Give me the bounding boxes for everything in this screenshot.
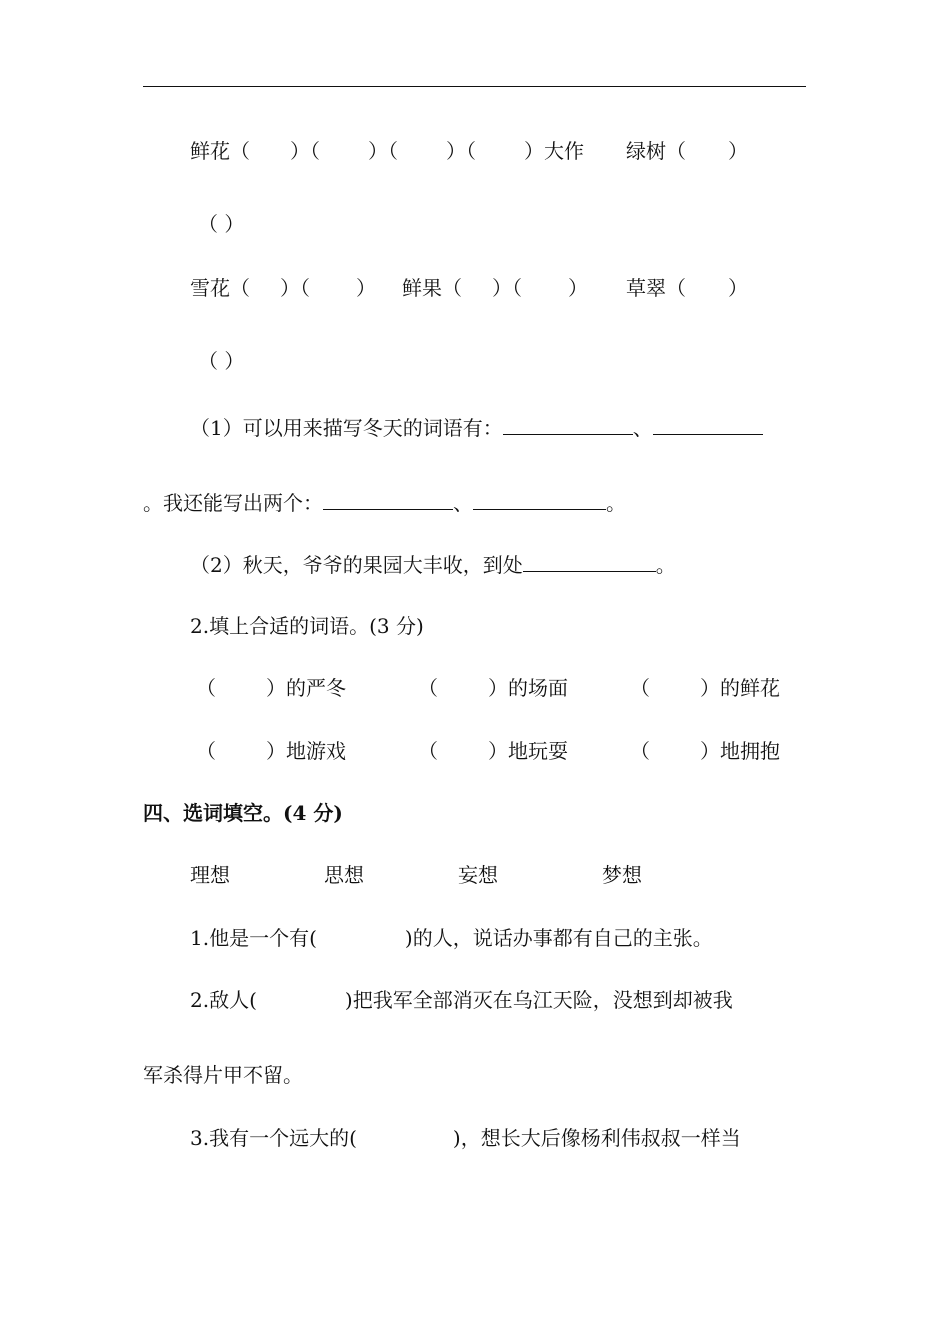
q1-line	[190, 414, 763, 440]
choice-3: 妄想	[458, 863, 498, 887]
row-b-paren-1: ）（	[280, 276, 310, 300]
q2-end: 。	[655, 553, 676, 577]
q1-blank-2[interactable]	[653, 414, 763, 435]
row-a-paren-2: ）（	[368, 139, 398, 163]
row-b-green: 草翠（	[626, 276, 686, 300]
q1-blank-3[interactable]	[323, 489, 453, 510]
row-b-paren-3: ）（	[492, 276, 522, 300]
q1-cont-start: 。我还能写出两个：	[143, 491, 323, 515]
sentence-1	[190, 926, 713, 950]
q1-sep: 、	[632, 416, 653, 440]
s2-r1-open-3: （	[630, 676, 650, 700]
row-b-paren-2: ）	[356, 276, 376, 300]
sentence-2-continuation: 军杀得片甲不留。	[143, 1063, 303, 1087]
choice-4: 梦想	[602, 863, 642, 887]
row-b-snow: 雪花（	[190, 276, 250, 300]
q2-line	[190, 551, 676, 577]
choice-2: 思想	[324, 863, 364, 887]
row-b-paren-5: ）	[728, 276, 748, 300]
row-a-paren-1: ）（	[290, 139, 320, 163]
section-2-title: 2.填上合适的词语。(3 分)	[190, 614, 424, 638]
row-b-fruit: 鲜果（	[402, 276, 462, 300]
q1-continuation	[143, 489, 626, 515]
q1-cont-end: 。	[606, 491, 626, 515]
choice-1: 理想	[190, 863, 230, 887]
q1-blank-4[interactable]	[473, 489, 606, 510]
s3-start: 3.我有一个远大的(	[190, 1126, 357, 1150]
s2-r1-open-1: （	[196, 676, 216, 700]
row-a-continuation: （ ）	[198, 212, 245, 236]
s1-start: 1.他是一个有(	[190, 926, 317, 950]
row-a-paren-5: ）	[728, 139, 748, 163]
s2-r2-open-3: （	[630, 739, 650, 763]
s1-end: )的人，说话办事都有自己的主张。	[404, 926, 713, 950]
s2-r2-open-2: （	[418, 739, 438, 763]
sentence-2	[190, 988, 733, 1012]
row-a-paren-4: ）大作	[524, 139, 584, 163]
section-4-title: 四、选词填空。(4 分)	[143, 801, 343, 825]
s2-r1-item-1: ）的严冬	[266, 676, 346, 700]
q2-blank[interactable]	[523, 551, 656, 572]
s2-end: )把我军全部消灭在乌江天险，没想到却被我	[344, 988, 733, 1012]
sentence-3	[190, 1126, 741, 1150]
q2-text: （2）秋天，爷爷的果园大丰收，到处	[190, 553, 523, 577]
s2-r1-open-2: （	[418, 676, 438, 700]
row-a-tree: 绿树（	[626, 139, 686, 163]
s3-end: )，想长大后像杨利伟叔叔一样当	[452, 1126, 741, 1150]
s2-r2-item-2: ）地玩耍	[488, 739, 568, 763]
s2-r1-item-3: ）的鲜花	[700, 676, 780, 700]
s2-r2-item-3: ）地拥抱	[700, 739, 780, 763]
q1-text: （1）可以用来描写冬天的词语有：	[190, 416, 503, 440]
q1-blank-1[interactable]	[503, 414, 633, 435]
q1-cont-sep: 、	[453, 491, 473, 515]
row-a-paren-3: ）（	[446, 139, 476, 163]
row-a-flower: 鲜花（	[190, 139, 250, 163]
row-b-paren-4: ）	[568, 276, 588, 300]
s2-start: 2.敌人(	[190, 988, 257, 1012]
s2-r2-open-1: （	[196, 739, 216, 763]
row-b-continuation: （ ）	[198, 349, 245, 373]
s2-r1-item-2: ）的场面	[488, 676, 568, 700]
s2-r2-item-1: ）地游戏	[266, 739, 346, 763]
header-rule	[143, 86, 806, 87]
